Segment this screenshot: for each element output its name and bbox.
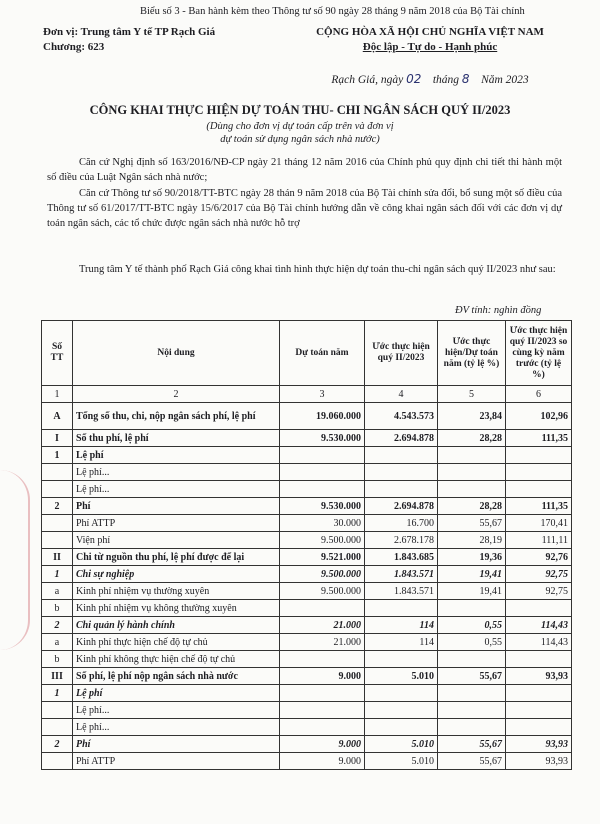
- row-pct-prev: 93,93: [506, 753, 572, 770]
- col-number: 3: [280, 386, 365, 403]
- budget-table: [41, 320, 572, 770]
- unit-name: Đơn vị: Trung tâm Y tế TP Rạch Giá: [43, 26, 216, 38]
- col-header-pct-prev: Ước thực hiện quý II/2023 so cùng kỳ năm trước (tỷ lệ %): [506, 321, 572, 386]
- row-plan: [280, 447, 365, 464]
- row-q2-actual: 1.843.571: [365, 566, 438, 583]
- subtitle-line-2: dự toán sử dụng ngân sách nhà nước): [220, 134, 380, 145]
- row-pct-plan: 55,67: [438, 736, 506, 753]
- disclosure-paragraph: Trung tâm Y tế thành phố Rạch Giá công khai tình hình thực hiện dự toán thu-chi ngân sách quý II/2023 như sau:: [79, 264, 556, 275]
- row-number: a: [42, 634, 73, 651]
- row-content: Lệ phí...: [73, 481, 280, 498]
- row-number: [42, 702, 73, 719]
- row-pct-plan: 0,55: [438, 617, 506, 634]
- row-pct-plan: 55,67: [438, 668, 506, 685]
- row-number: [42, 464, 73, 481]
- row-plan: [280, 464, 365, 481]
- date-place: Rạch Giá, ngày: [331, 74, 404, 86]
- document-title: CÔNG KHAI THỰC HIỆN DỰ TOÁN THU- CHI NGÂN SÁCH QUÝ II/2023: [89, 103, 511, 117]
- row-q2-actual: [365, 651, 438, 668]
- row-q2-actual: 4.543.573: [365, 403, 438, 430]
- col-header-no: Số TT: [42, 321, 73, 386]
- row-number: III: [42, 668, 73, 685]
- row-plan: 21.000: [280, 617, 365, 634]
- row-plan: 21.000: [280, 634, 365, 651]
- col-number: 6: [506, 386, 572, 403]
- row-pct-plan: 28,28: [438, 498, 506, 515]
- row-plan: 9.000: [280, 753, 365, 770]
- row-number: A: [42, 403, 73, 430]
- table-row: [42, 515, 572, 532]
- row-plan: 9.530.000: [280, 498, 365, 515]
- row-number: [42, 515, 73, 532]
- table-row: [42, 753, 572, 770]
- table-row: [42, 617, 572, 634]
- row-content: Lệ phí...: [73, 702, 280, 719]
- row-q2-actual: 1.843.571: [365, 583, 438, 600]
- row-pct-plan: [438, 651, 506, 668]
- row-pct-prev: 92,75: [506, 583, 572, 600]
- table-row: [42, 685, 572, 702]
- row-number: [42, 481, 73, 498]
- national-motto: Độc lập - Tự do - Hạnh phúc: [362, 41, 498, 53]
- row-content: Viện phí: [73, 532, 280, 549]
- table-row: [42, 651, 572, 668]
- row-pct-prev: 114,43: [506, 634, 572, 651]
- row-pct-plan: 28,28: [438, 430, 506, 447]
- seal-stamp: [0, 470, 30, 650]
- row-q2-actual: 16.700: [365, 515, 438, 532]
- legal-basis-paragraph-2: Căn cứ Thông tư số 90/2018/TT-BTC ngày 28 thán 9 năm 2018 của Bộ Tài chính sửa đổi, bổ sung một số điều của Thông tư số 61/2017/TT-BTC ngày 15/6/2017 của Bộ Tài chính hướng dẫn về công khai ngân sách đối với các đơn vị dự toán ngân sách, các tổ chức được ngân sách nhà nước hỗ trợ: [47, 188, 562, 229]
- row-pct-plan: 19,41: [438, 566, 506, 583]
- row-pct-plan: [438, 481, 506, 498]
- row-content: Chi từ nguồn thu phí, lệ phí được để lại: [73, 549, 280, 566]
- row-content: Kinh phí không thực hiện chế độ tự chủ: [73, 651, 280, 668]
- table-row: [42, 464, 572, 481]
- row-content: Kinh phí nhiệm vụ thường xuyên: [73, 583, 280, 600]
- row-q2-actual: [365, 481, 438, 498]
- row-number: 1: [42, 566, 73, 583]
- row-q2-actual: 5.010: [365, 753, 438, 770]
- row-plan: 9.500.000: [280, 566, 365, 583]
- row-pct-plan: 0,55: [438, 634, 506, 651]
- col-header-plan: Dự toán năm: [280, 321, 365, 386]
- row-pct-prev: [506, 685, 572, 702]
- row-q2-actual: [365, 447, 438, 464]
- row-content: Kinh phí nhiệm vụ không thường xuyên: [73, 600, 280, 617]
- row-pct-prev: [506, 464, 572, 481]
- row-content: Số phí, lệ phí nộp ngân sách nhà nước: [73, 668, 280, 685]
- row-pct-prev: [506, 719, 572, 736]
- row-q2-actual: 5.010: [365, 668, 438, 685]
- table-row: [42, 447, 572, 464]
- row-plan: [280, 702, 365, 719]
- table-row: [42, 498, 572, 515]
- row-plan: 9.500.000: [280, 532, 365, 549]
- row-content: Phí ATTP: [73, 753, 280, 770]
- row-content: Số thu phí, lệ phí: [73, 430, 280, 447]
- col-header-q2: Ước thực hiện quý II/2023: [365, 321, 438, 386]
- row-pct-prev: 92,76: [506, 549, 572, 566]
- table-row: [42, 702, 572, 719]
- row-number: [42, 753, 73, 770]
- row-plan: 19.060.000: [280, 403, 365, 430]
- row-pct-prev: 170,41: [506, 515, 572, 532]
- row-pct-plan: [438, 447, 506, 464]
- subtitle-line-1: (Dùng cho đơn vị dự toán cấp trên và đơn vị: [206, 121, 394, 132]
- row-plan: 9.521.000: [280, 549, 365, 566]
- row-q2-actual: 114: [365, 617, 438, 634]
- row-q2-actual: 1.843.685: [365, 549, 438, 566]
- row-pct-prev: [506, 600, 572, 617]
- col-header-pct-plan: Ước thực hiện/Dự toán năm (tỷ lệ %): [438, 321, 506, 386]
- table-row: [42, 583, 572, 600]
- row-plan: 9.500.000: [280, 583, 365, 600]
- row-number: [42, 719, 73, 736]
- row-pct-prev: 93,93: [506, 736, 572, 753]
- row-number: I: [42, 430, 73, 447]
- date-line: [300, 72, 560, 86]
- row-content: Lệ phí: [73, 685, 280, 702]
- date-month: 8: [461, 72, 470, 86]
- row-content: Kinh phí thực hiện chế độ tự chủ: [73, 634, 280, 651]
- row-plan: [280, 719, 365, 736]
- row-plan: 9.000: [280, 736, 365, 753]
- document-subtitle: [0, 120, 600, 146]
- row-pct-plan: [438, 702, 506, 719]
- table-row: [42, 403, 572, 430]
- row-number: b: [42, 600, 73, 617]
- row-pct-prev: 111,35: [506, 498, 572, 515]
- row-number: [42, 532, 73, 549]
- row-pct-prev: [506, 702, 572, 719]
- row-pct-plan: [438, 464, 506, 481]
- date-day: 02: [406, 72, 422, 86]
- col-number: 1: [42, 386, 73, 403]
- row-pct-plan: 19,41: [438, 583, 506, 600]
- table-header-row: [42, 321, 572, 386]
- row-pct-plan: [438, 600, 506, 617]
- col-number: 2: [73, 386, 280, 403]
- row-q2-actual: [365, 702, 438, 719]
- row-number: II: [42, 549, 73, 566]
- row-pct-prev: 92,75: [506, 566, 572, 583]
- table-row: [42, 736, 572, 753]
- row-content: Chi sự nghiệp: [73, 566, 280, 583]
- row-q2-actual: [365, 719, 438, 736]
- row-content: Lệ phí: [73, 447, 280, 464]
- row-content: Phí: [73, 736, 280, 753]
- row-pct-prev: [506, 481, 572, 498]
- legal-basis-paragraph-1: Căn cứ Nghị định số 163/2016/NĐ-CP ngày 21 tháng 12 năm 2016 của Chính phủ quy định chi tiết thi hành một số điều của Luật Ngân sách nhà nước;: [47, 157, 562, 183]
- row-q2-actual: 2.694.878: [365, 498, 438, 515]
- row-q2-actual: 2.678.178: [365, 532, 438, 549]
- row-number: b: [42, 651, 73, 668]
- row-content: Phí: [73, 498, 280, 515]
- table-row: [42, 719, 572, 736]
- row-number: 1: [42, 685, 73, 702]
- table-row: [42, 549, 572, 566]
- row-plan: [280, 685, 365, 702]
- row-plan: 30.000: [280, 515, 365, 532]
- row-pct-prev: 111,11: [506, 532, 572, 549]
- table-row: [42, 481, 572, 498]
- currency-unit-note: ĐV tính: nghìn đồng: [455, 305, 542, 316]
- row-plan: [280, 481, 365, 498]
- row-content: Lệ phí...: [73, 464, 280, 481]
- date-year: Năm 2023: [481, 74, 529, 86]
- chapter-code: Chương: 623: [43, 41, 105, 53]
- row-plan: 9.000: [280, 668, 365, 685]
- table-row: [42, 668, 572, 685]
- row-pct-prev: [506, 447, 572, 464]
- regulation-note: Biểu số 3 - Ban hành kèm theo Thông tư số 90 ngày 28 tháng 9 năm 2018 của Bộ Tài chính: [140, 6, 525, 17]
- row-q2-actual: 114: [365, 634, 438, 651]
- row-pct-prev: 93,93: [506, 668, 572, 685]
- row-number: 2: [42, 736, 73, 753]
- row-plan: [280, 651, 365, 668]
- row-q2-actual: [365, 600, 438, 617]
- row-pct-plan: 28,19: [438, 532, 506, 549]
- row-plan: 9.530.000: [280, 430, 365, 447]
- date-month-label: tháng: [432, 74, 460, 86]
- row-pct-prev: 102,96: [506, 403, 572, 430]
- row-content: Lệ phí...: [73, 719, 280, 736]
- row-pct-plan: 55,67: [438, 515, 506, 532]
- row-number: 2: [42, 498, 73, 515]
- row-q2-actual: 5.010: [365, 736, 438, 753]
- col-number: 4: [365, 386, 438, 403]
- row-pct-prev: 114,43: [506, 617, 572, 634]
- row-pct-prev: [506, 651, 572, 668]
- issuing-unit: [43, 25, 215, 55]
- row-pct-plan: 19,36: [438, 549, 506, 566]
- row-content: Phí ATTP: [73, 515, 280, 532]
- row-content: Tổng số thu, chi, nộp ngân sách phí, lệ phí: [73, 403, 280, 430]
- row-content: Chi quản lý hành chính: [73, 617, 280, 634]
- row-q2-actual: 2.694.878: [365, 430, 438, 447]
- row-q2-actual: [365, 464, 438, 481]
- row-pct-plan: [438, 719, 506, 736]
- table-row: [42, 532, 572, 549]
- row-pct-plan: 55,67: [438, 753, 506, 770]
- row-number: a: [42, 583, 73, 600]
- col-header-content: Nội dung: [73, 321, 280, 386]
- col-number: 5: [438, 386, 506, 403]
- row-pct-plan: 23,84: [438, 403, 506, 430]
- table-row: [42, 430, 572, 447]
- row-q2-actual: [365, 685, 438, 702]
- national-header: [300, 25, 560, 55]
- row-pct-prev: 111,35: [506, 430, 572, 447]
- row-plan: [280, 600, 365, 617]
- column-number-row: [42, 386, 572, 403]
- table-row: [42, 600, 572, 617]
- row-pct-plan: [438, 685, 506, 702]
- nation-name: CỘNG HÒA XÃ HỘI CHỦ NGHĨA VIỆT NAM: [316, 26, 544, 38]
- table-row: [42, 634, 572, 651]
- table-row: [42, 566, 572, 583]
- row-number: 1: [42, 447, 73, 464]
- row-number: 2: [42, 617, 73, 634]
